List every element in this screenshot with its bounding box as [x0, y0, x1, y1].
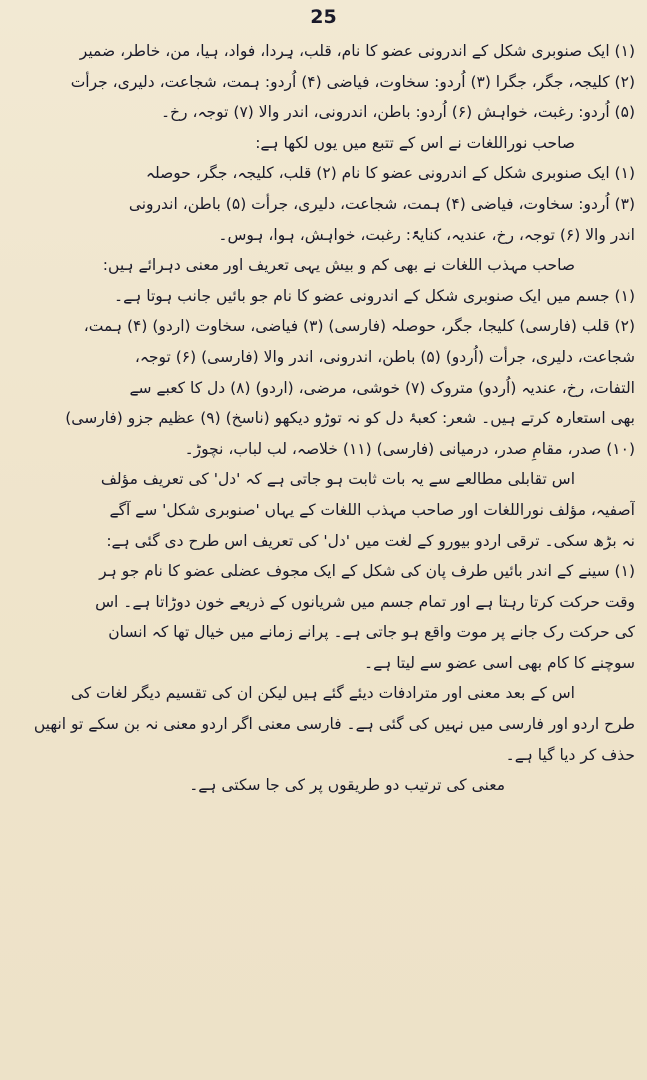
text-line: اس کے بعد معنی اور مترادفات دیئے گئے ہیں لیکن ان کی تقسیم دیگر لغات کی [70, 684, 575, 703]
text-line: (۱) ایک صنوبری شکل کے اندرونی عضو کا نام (۲) قلب، کلیجہ، جگر، حوصلہ [145, 164, 635, 183]
text-line: (۱۰) صدر، مقامِ صدر، درمیانی (فارسی) (۱۱) خلاصہ، لب لباب، نچوڑ۔ [184, 439, 635, 458]
text-line: اس تقابلی مطالعے سے یہ بات ثابت ہو جاتی ہے کہ 'دل' کی تعریف مؤلف [100, 470, 575, 489]
page-number: 25 [310, 6, 337, 28]
text-line: آصفیہ، مؤلف نوراللغات اور صاحب مہذب اللغات کے یہاں 'صنوبری شکل' سے آگے [109, 500, 635, 519]
text-line: بھی استعارہ کرتے ہیں۔ شعر: کعبۂ دل کو نہ توڑو دیکھو (ناسخ) (۹) عظیم جزو (فارسی) [65, 409, 635, 428]
text-line: صاحب نوراللغات نے اس کے تتبع میں یوں لکھا ہے: [255, 133, 575, 152]
text-line: صاحب مہذب اللغات نے بھی کم و بیش یہی تعریف اور معنی دہرائے ہیں: [102, 256, 575, 275]
text-line: (۱) ایک صنوبری شکل کے اندرونی عضو کا نام، قلب، ہِردا، فواد، ہیا، من، خاطر، ضمیر [79, 42, 635, 60]
text-line: حذف کر دیا گیا ہے۔ [505, 745, 635, 764]
text-line: (۱) سینے کے اندر بائیں طرف پان کی شکل کے ایک مجوف عضلی عضو کا نام جو ہر [99, 562, 635, 581]
text-line: معنی کی ترتیب دو طریقوں پر کی جا سکتی ہے۔ [189, 776, 505, 795]
text-line: نہ بڑھ سکی۔ ترقی اردو بیورو کے لغت میں 'دل' کی تعریف اس طرح دی گئی ہے: [106, 531, 635, 550]
text-line: التفات، رخ، عندیہ (اُردو) متروک (۷) خوشی، مرضی، (اردو) (۸) دل کا کعبے سے [129, 378, 635, 397]
page-body [18, 36, 635, 801]
text-line: (۱) جسم میں ایک صنوبری شکل کے اندرونی عضو کا نام جو بائیں جانب ہوتا ہے۔ [114, 286, 635, 305]
text-line: شجاعت، دلیری، جرأت (اُردو) (۵) باطن، اندرونی، اندر والا (فارسی) (۶) توجہ، [134, 347, 635, 366]
text-line: سوچنے کا کام بھی اسی عضو سے لیتا ہے۔ [364, 653, 635, 672]
text-line: (۳) اُردو: سخاوت، فیاضی (۴) ہمت، شجاعت، دلیری، جرأت (۵) باطن، اندرونی [128, 194, 635, 213]
text-line: کی حرکت رک جانے پر موت واقع ہو جاتی ہے۔ پرانے زمانے میں خیال تھا کہ انسان [108, 623, 635, 642]
text-line: اندر والا (۶) توجہ، رخ، عندیہ، کنایۃً: رغبت، خواہش، ہوا، ہوس۔ [218, 225, 635, 244]
text-line: طرح اردو اور فارسی میں نہیں کی گئی ہے۔ فارسی معنی اگر اردو معنی نہ بن سکے تو انھیں [33, 715, 635, 734]
text-line: (۲) قلب (فارسی) کلیجا، جگر، حوصلہ (فارسی) (۳) فیاضی، سخاوت (اردو) (۴) ہمت، [83, 317, 635, 336]
text-line: (۵) اُردو: رغبت، خواہش (۶) اُردو: باطن، اندرونی، اندر والا (۷) توجہ، رخ۔ [160, 103, 635, 122]
text-line: (۲) کلیجہ، جگر، جگرا (۳) اُردو: سخاوت، فیاضی (۴) اُردو: ہمت، شجاعت، دلیری، جرأت [70, 72, 635, 91]
text-line: وقت حرکت کرتا رہتا ہے اور تمام جسم میں شریانوں کے ذریعے خون دوڑاتا ہے۔ اس [95, 592, 635, 611]
